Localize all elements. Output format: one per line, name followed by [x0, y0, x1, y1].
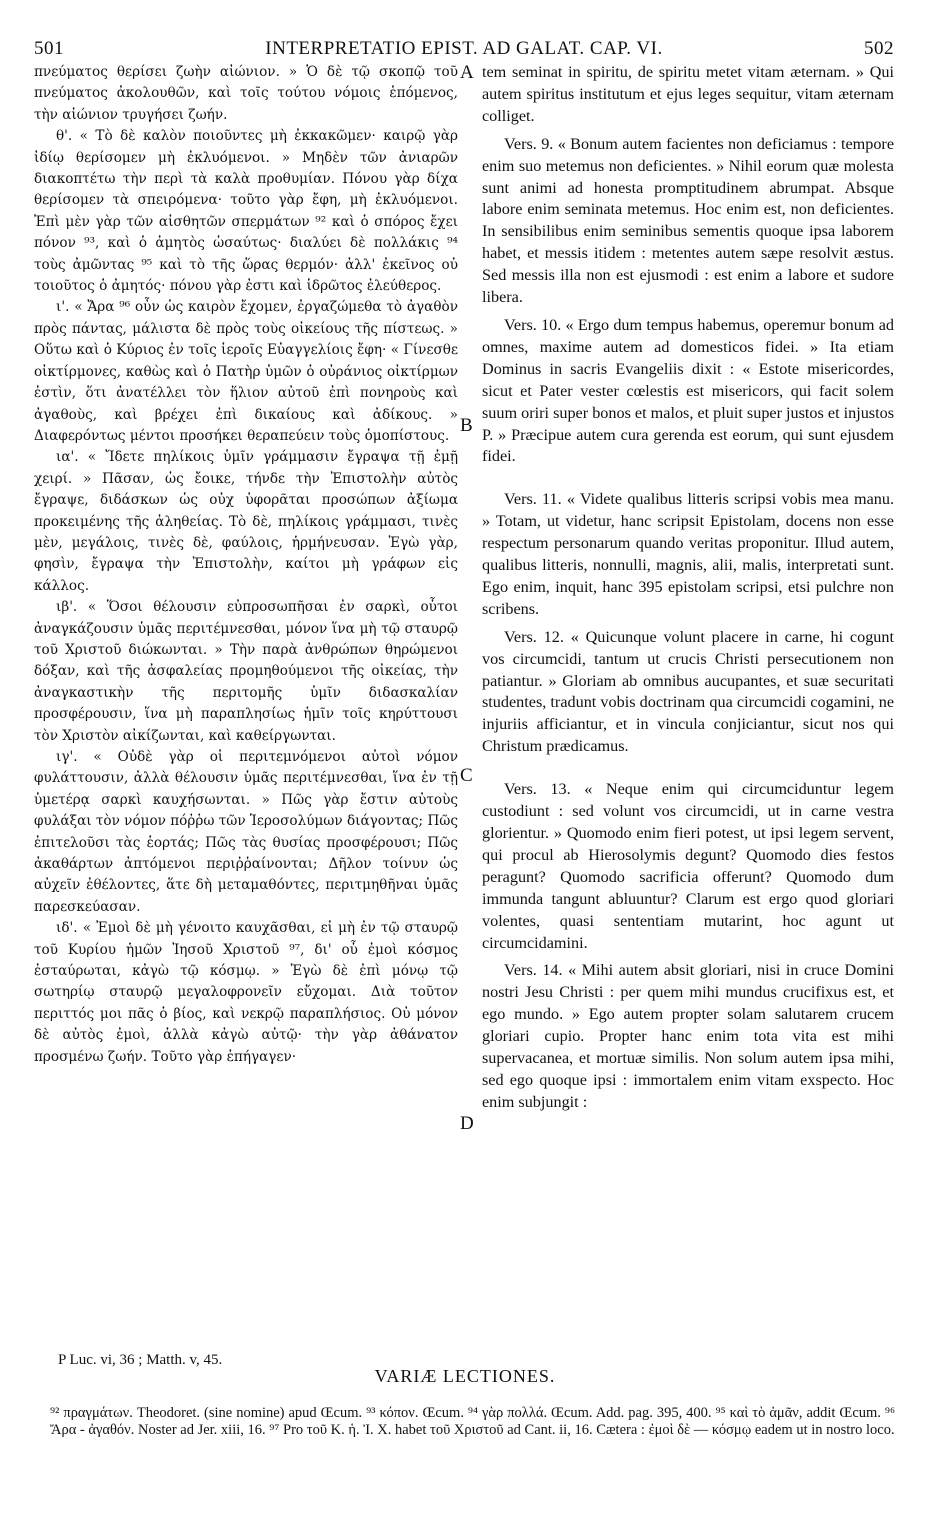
variae-lectiones-heading: VARIÆ LECTIONES. — [374, 1366, 556, 1386]
greek-paragraph: πνεύματος θερίσει ζωὴν αἰώνιον. » Ὁ δὲ τῷ σκοπῷ τοῦ πνεύματος ἀκολουθῶν, καὶ τοῖς τούτου νόμοις ἑπόμενος, τὴν αἰώνιον τρυγήσει ζωήν. — [34, 64, 458, 123]
latin-paragraph: Vers. 9. « Bonum autem facientes non deficiamus : tempore enim suo metemus non deficientes. » Nihil eorum quæ molesta sunt animi ad honesta promptitudinem abrumpat. Absque labore enim seminata metemus. Hoc enim est, non deficientes. In sensibilibus enim seminibus sementis quoque ipsa laborem habet, et messis itidem : metentes autem sæpe resolvit æstus. Sed messis illa non est ejusmodi : est enim a labore et sudore libera. — [482, 134, 894, 307]
variae-lectiones-text: ⁹² πραγμάτων. Theodoret. (sine nomine) apud Œcum. ⁹³ κόπον. Œcum. ⁹⁴ γὰρ πολλά. Œcum. Add. pag. 395, 400. ⁹⁵ καὶ τὸ ἀμᾶν, addit Œcum. ⁹⁶ Ἄρα - ἀγαθόν. Noster ad Jer. xiii, 16. ⁹⁷ Pro τοῦ Κ. ἡ. Ἰ. Χ. habet τοῦ Χριστοῦ ad Cant. ii, 16. Cætera : ἐμοὶ δὲ — κόσμῳ eadem ut in nostro loco. — [50, 1405, 895, 1438]
latin-paragraph: tem seminat in spiritu, de spiritu metet vitam æternam. » Qui autem spiritus institutum et ejus leges sequitur, vitam æternam colliget. — [482, 63, 894, 125]
latin-column — [482, 62, 894, 1114]
page-number-right: 502 — [864, 38, 894, 59]
running-title: INTERPRETATIO EPIST. AD GALAT. CAP. VI. — [265, 38, 663, 59]
greek-paragraph: θ'. « Τὸ δὲ καλὸν ποιοῦντες μὴ ἐκκακῶμεν· καιρῷ γὰρ ἰδίῳ θερίσομεν μὴ ἐκλυόμενοι. » Μηδὲν τῶν ἀνιαρῶν διακοπτέτω τὴν περὶ τὰ καλὰ προθυμίαν. Πόνου γὰρ δίχα θερίσομεν τὰ σπειρόμενα· τοῦτο γὰρ ἔφη, μὴ ἐκλυόμενοι. Ἐπὶ μὲν γὰρ τῶν αἰσθητῶν σπερμάτων ⁹² καὶ ὁ σπόρος ἔχει πόνον ⁹³, καὶ ὁ ἀμητὸς ὡσαύτως· διαλύει δὲ πολλάκις ⁹⁴ τοὺς ἀμῶντας ⁹⁵ καὶ τὸ τῆς ὥρας θερμόν· ἀλλ' ἐκεῖνος οὐ τοιοῦτος ὁ ἀμητός· πόνου γὰρ ἐστι καὶ ἱδρῶτος ἐλεύθερος. — [34, 128, 458, 295]
latin-paragraph: Vers. 11. « Videte qualibus litteris scripsi vobis mea manu. » Totam, ut videtur, hanc scripsit Epistolam, docens non esse respectum personarum quando veritas proponitur. Illud autem, qualibus litteris, nonnulli, magnis, alii, malis, interpretati sunt. Ego enim, inquit, hanc 395 epistolam scripsi, etsi pulchre non scribens. — [482, 490, 894, 618]
margin-letter-c: C — [460, 765, 473, 786]
greek-paragraph: ι'. « Ἄρα ⁹⁶ οὖν ὡς καιρὸν ἔχομεν, ἐργαζώμεθα τὸ ἀγαθὸν πρὸς πάντας, μάλιστα δὲ πρὸς τοὺς οἰκείους τῆς πίστεως. » Οὕτω καὶ ὁ Κύριος ἐν τοῖς ἱεροῖς Εὐαγγελίοις ἔφη· « Γίνεσθε οἰκτίρμονες, καθὼς καὶ ὁ Πατὴρ ὑμῶν ὁ οὐράνιος οἰκτίρμων ἐστὶν, ὅτι ἀνατέλλει τὸν ἥλιον αὐτοῦ ἐπὶ πονηροὺς καὶ ἀγαθοὺς, καὶ βρέχει ἐπὶ δικαίους καὶ ἀδίκους. » Διαφερόντως μέντοι προσήκει θεραπεύειν τοὺς ὁμοπίστους. — [34, 299, 458, 444]
greek-paragraph: ιδ'. « Ἐμοὶ δὲ μὴ γένοιτο καυχᾶσθαι, εἰ μὴ ἐν τῷ σταυρῷ τοῦ Κυρίου ἡμῶν Ἰησοῦ Χριστοῦ ⁹⁷, δι' οὗ ἐμοὶ κόσμος ἐσταύρωται, κἀγὼ τῷ κόσμῳ. » Ἐγὼ δὲ ἐπὶ μόνῳ τῷ σωτηρίῳ σταυρῷ μεγαλοφρονεῖν εὔχομαι. Διὰ τοῦτον περιττός μοι πᾶς ὁ βίος, καὶ νεκρῷ παραπλήσιος. Οὐ μόνον δὲ αὐτὸς ἐμοὶ, ἀλλὰ κἀγὼ αὐτῷ· τὴν γὰρ ἀθάνατον προσμένω ζωήν. Τοῦτο γὰρ ἐπήγαγεν· — [34, 920, 458, 1065]
greek-column — [34, 62, 458, 1068]
page-number-left: 501 — [34, 38, 64, 59]
greek-paragraph: ια'. « Ἴδετε πηλίκοις ὑμῖν γράμμασιν ἔγραψα τῇ ἐμῇ χειρί. » Πᾶσαν, ὡς ἔοικε, τήνδε τὴν Ἐπιστολὴν αὐτὸς ἔγραψε, διδάσκων ὡς οὐχ ὑφορᾶται προσώπων ἀξίωμα προκειμένης τῆς ἀληθείας. Τὸ δὲ, πηλίκοις γράμμασι, τινὲς μὲν, μεγάλοις, τινὲς δὲ, φαύλοις, ἡρμήνευσαν. Ἐγὼ γὰρ, φησὶν, ἔγραψα τὴν Ἐπιστολὴν, καίτοι μὴ γράφων εἰς κάλλος. — [34, 449, 458, 594]
margin-letter-a: A — [460, 62, 474, 83]
scripture-reference: P Luc. vi, 36 ; Matth. v, 45. — [58, 1352, 223, 1368]
greek-paragraph: ιγ'. « Οὐδὲ γὰρ οἱ περιτεμνόμενοι αὐτοὶ νόμον φυλάττουσιν, ἀλλὰ θέλουσιν ὑμᾶς περιτέμνεσθαι, ἵνα ἐν τῇ ὑμετέρᾳ σαρκὶ καυχήσωνται. » Πῶς γὰρ ἔστιν αὐτοὺς φυλάξαι τὸν νόμον πόῤῥω τῶν Ἱεροσολύμων διάγοντας; Πῶς ἐπιτελοῦσι τὰς ἑορτάς; Πῶς τὰς θυσίας προσφέρουσι; Πῶς ἀκαθάρτων ἀπτόμενοι περιῤῥαίνονται; Δῆλον τοίνυν ὡς αὐχεῖν ἐθέλοντες, ἅτε δὴ μεταμαθόντες, περιτμηθῆναι ὑμᾶς παρεσκεύασαν. — [34, 749, 458, 915]
latin-paragraph: Vers. 13. « Neque enim qui circumciduntur legem custodiunt : sed volunt vos circumcidi, ut in carne vestra glorientur. » Quomodo enim fieri potest, ut ipsi legem servent, qui procul ab Hierosolymis degunt? Quomodo dies festos peragunt? Quomodo sacrificia offerunt? Quomodo dum immunda tangunt abluuntur? Clarum est ergo quod gloriari volentes, quasi sententiam mutarint, hoc agunt ut circumcidamini. — [482, 780, 894, 952]
margin-letter-d: D — [460, 1113, 474, 1134]
latin-paragraph: Vers. 12. « Quicunque volunt placere in carne, hi cogunt vos circumcidi, tantum ut crucis Christi persecutionem non patiantur. » Gloriam ab omnibus aucupantes, et suæ securitati studentes, tradunt vobis doctrinam qua circumcidi cogamini, ne injuriis afficiantur, et in vincula conjiciantur, sicut nos qui Christum prædicamus. — [482, 627, 894, 756]
latin-paragraph: Vers. 14. « Mihi autem absit gloriari, nisi in cruce Domini nostri Jesu Christi : per quem mihi mundus crucifixus est, et ego mundo. » Ego autem propter solam salutarem crucem gloriari cupio. Propter hanc enim tota vita est mihi supervacanea, et mortuæ similis. Non solum autem ipsa mihi, sed ego quoque ipsi : immortalem enim vitam exspecto. Hoc enim subjungit : — [482, 961, 894, 1111]
page-header — [34, 38, 894, 64]
latin-paragraph: Vers. 10. « Ergo dum tempus habemus, operemur bonum ad omnes, maxime autem ad domesticos fidei. » Ita etiam Dominus in sacris Evangeliis dixit : « Estote misericordes, sicut et Pater vester cœlestis est misericors, qui facit solem suum oriri super bonos et malos, et pluit super justos et injustos P. » Præcipue autem cura gerenda est eorum, qui sunt ejusdem fidei. — [482, 315, 894, 466]
margin-letter-b: B — [460, 415, 473, 436]
greek-paragraph: ιβ'. « Ὅσοι θέλουσιν εὐπροσωπῆσαι ἐν σαρκὶ, οὗτοι ἀναγκάζουσιν ὑμᾶς περιτέμνεσθαι, μόνον ἵνα μὴ τῷ σταυρῷ τοῦ Χριστοῦ διώκωνται. » Τὴν παρὰ ἀνθρώπων θηρώμενοι δόξαν, καὶ τῆς ἀσφαλείας προμηθούμενοι τῆς οἰκείας, τὴν ἀναγκαστικὴν τῆς περιτομῆς ὑμῖν διδασκαλίαν προσφέρουσιν, ἵνα μὴ παραπλησίως ἡμῖν τοῖς κηρύττουσι τὸν Χριστὸν αἰκίζωνται, καὶ καθείργωνται. — [34, 599, 458, 744]
